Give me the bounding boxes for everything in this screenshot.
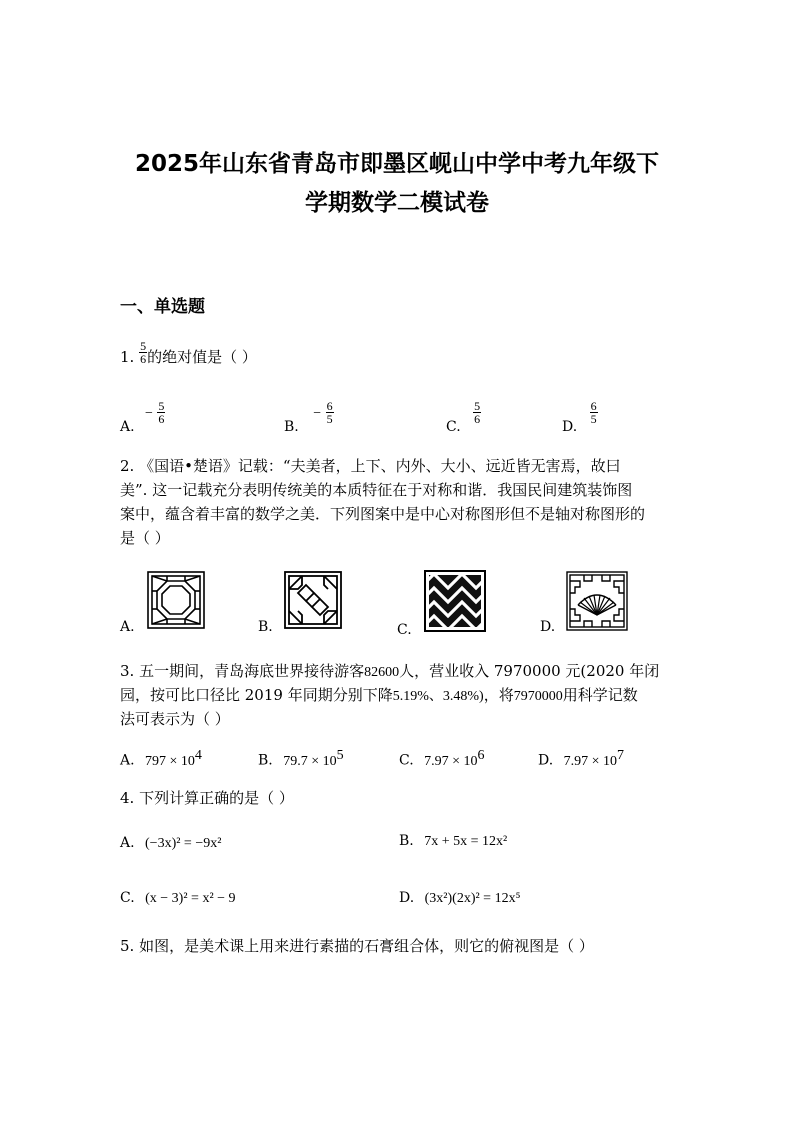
option-expression: (x − 3)² = x² − 9 xyxy=(145,891,236,906)
question-text: 人，营业收入 7970000 元(2020 年闭 xyxy=(399,662,660,680)
decline-rates: 5.19%、3.48%) xyxy=(392,689,484,704)
option-label: A. xyxy=(120,418,135,435)
q4-option-d[interactable] xyxy=(399,890,520,907)
fraction-numerator: 5 xyxy=(158,399,165,413)
question-3-line-3: 法可表示为（ ） xyxy=(120,710,230,728)
q4-option-a[interactable] xyxy=(120,835,221,852)
fraction-numerator: 6 xyxy=(326,399,333,413)
option-label: B. xyxy=(258,752,273,769)
question-3-line-1 xyxy=(120,659,659,685)
q2-option-c-label[interactable]: C. xyxy=(397,622,412,638)
fraction-numerator: 5 xyxy=(474,399,481,413)
octagon-lattice-pattern[interactable] xyxy=(147,571,205,629)
option-expression: 7x + 5x = 12x² xyxy=(424,834,508,849)
option-label: D. xyxy=(399,890,415,906)
option-label: C. xyxy=(120,890,135,906)
option-label: D. xyxy=(562,418,578,435)
option-mantissa: 79.7 × 10 xyxy=(283,753,337,769)
minus-sign: − xyxy=(313,405,322,421)
revenue-number: 7970000 xyxy=(513,689,563,704)
q3-option-b[interactable] xyxy=(258,748,344,770)
q2-option-d-label[interactable]: D. xyxy=(540,619,556,635)
question-text: 3. 五一期间，青岛海底世界接待游客 xyxy=(120,662,365,680)
doc-title-line1: 2025年山东省青岛市即墨区岘山中学中考九年级下 xyxy=(134,151,659,177)
question-number: 1. xyxy=(120,348,135,366)
question-2-line-3: 案中，蕴含着丰富的数学之美．下列图案中是中心对称图形但不是轴对称图形的 xyxy=(120,505,646,523)
question-3-line-2 xyxy=(120,683,638,709)
question-1 xyxy=(120,338,257,371)
question-text: 用科学记数 xyxy=(562,686,638,704)
option-mantissa: 7.97 × 10 xyxy=(563,753,618,769)
fraction xyxy=(590,400,598,425)
interlock-knot-pattern[interactable] xyxy=(284,571,342,629)
option-label: D. xyxy=(538,752,554,769)
minus-sign: − xyxy=(145,405,153,421)
herringbone-pattern[interactable] xyxy=(424,570,486,632)
option-exponent: 4 xyxy=(194,748,202,763)
option-mantissa: 797 × 10 xyxy=(145,753,195,769)
fraction-numerator: 6 xyxy=(590,399,597,413)
fraction-denominator: 5 xyxy=(326,412,333,426)
doc-title-line2: 学期数学二模试卷 xyxy=(305,190,489,216)
q4-option-b[interactable] xyxy=(399,833,507,850)
option-exponent: 7 xyxy=(617,748,625,763)
question-2-line-4: 是（ ） xyxy=(120,529,170,547)
q1-option-a[interactable] xyxy=(120,399,165,435)
question-2-line-2: 美”. 这一记载充分表明传统美的本质特征在于对称和谐．我国民间建筑装饰图 xyxy=(120,481,633,499)
fraction xyxy=(139,340,147,365)
fraction-numerator: 5 xyxy=(140,338,147,353)
option-exponent: 5 xyxy=(336,748,344,763)
q1-option-b[interactable] xyxy=(284,399,334,435)
fan-lattice-pattern[interactable] xyxy=(566,571,628,631)
question-text: ，将 xyxy=(483,686,514,704)
question-5: 5. 如图，是美术课上用来进行素描的石膏组合体，则它的俯视图是（ ） xyxy=(120,937,594,955)
option-mantissa: 7.97 × 10 xyxy=(424,753,478,769)
option-label: A. xyxy=(120,835,135,851)
question-text: 的绝对值是（ ） xyxy=(147,348,257,366)
q2-option-a-label[interactable]: A. xyxy=(120,619,135,635)
option-label: A. xyxy=(120,752,135,769)
q4-option-c[interactable] xyxy=(120,890,236,907)
visitor-count: 82600 xyxy=(364,665,400,680)
q1-option-c[interactable] xyxy=(446,399,481,435)
option-label: C. xyxy=(446,418,461,435)
question-2-line-1: 2. 《国语•楚语》记载：“夫美者，上下、内外、大小、远近皆无害焉，故曰 xyxy=(120,457,621,475)
fraction-denominator: 6 xyxy=(140,351,147,366)
q3-option-a[interactable] xyxy=(120,748,202,770)
q2-option-b-label[interactable]: B. xyxy=(258,619,273,635)
option-label: B. xyxy=(284,418,299,435)
option-expression: (3x²)(2x)² = 12x⁵ xyxy=(424,891,521,906)
fraction-denominator: 6 xyxy=(474,412,481,426)
section-heading: 一、单选题 xyxy=(120,297,205,317)
fraction xyxy=(157,400,165,425)
option-label: C. xyxy=(399,752,414,769)
question-4: 4. 下列计算正确的是（ ） xyxy=(120,789,294,807)
q1-option-d[interactable] xyxy=(562,399,598,435)
fraction xyxy=(473,400,481,425)
q3-option-c[interactable] xyxy=(399,748,485,770)
option-exponent: 6 xyxy=(477,748,485,763)
fraction xyxy=(326,400,334,425)
option-expression: (−3x)² = −9x² xyxy=(145,836,222,851)
fraction-denominator: 5 xyxy=(590,412,597,426)
q3-option-d[interactable] xyxy=(538,748,624,770)
option-label: B. xyxy=(399,833,414,849)
fraction-denominator: 6 xyxy=(158,412,165,426)
question-text: 园，按可比口径比 2019 年同期分别下降 xyxy=(120,686,393,704)
